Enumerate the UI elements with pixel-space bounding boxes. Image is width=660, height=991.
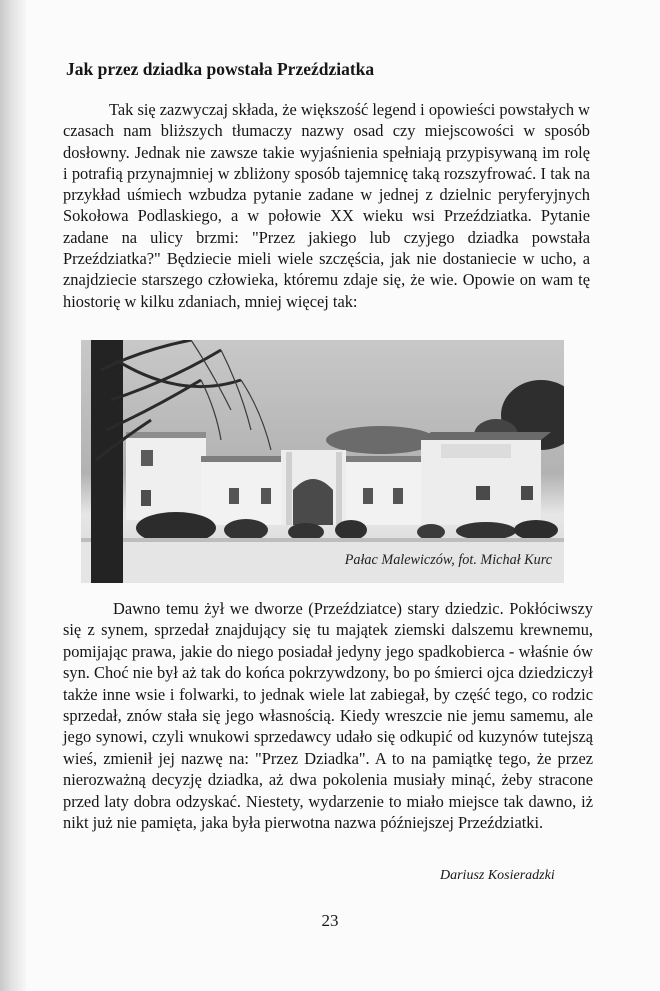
page-binding-shadow: [0, 0, 26, 991]
paragraph-story: Dawno temu żył we dworze (Przeździatce) stary dziedzic. Pokłóciwszy się z synem, sprzedał znajdujący się tu majątek ziemski dalszemu krewnemu, pomijając prawa, jakie do niego posiadał jedyny jego spadkobierca - właśnie ów syn. Choć nie był aż tak do końca pokrzywdzony, bo po śmierci ojca dziedziczył także inne wsie i folwarki, to jednak wiele lat zabiegał, by część tego, co rodzic sprzedał, znów stała się jego własnością. Kiedy wreszcie nie jemu samemu, ale jego synowi, czyli wnukowi sprzedawcy udało się odkupić od kuzynów tutejszą wieś, zmienił jej nazwę na: "Przez Dziadka". A to na pamiątkę tego, że przez nierozważną decyzję dziadka, aż dwa pokolenia musiały minąć, żeby stracone przed laty dobra odzyskać. Niestety, wydarzenie to miało miejsce tak dawno, iż nikt już nie pamięta, jaka była pierwotna nazwa późniejszej Przeździatki.: [63, 599, 593, 833]
paragraph-intro: Tak się zazwyczaj składa, że większość legend i opowieści powstałych w czasach nam bliższych tłumaczy nazwy osad czy miejscowości w sposób dosłowny. Jednak nie zawsze takie wyjaśnienia spełniają przypisywaną im rolę i potrafią przynajmniej w zbliżony sposób tajemnicę taką rozszyfrować. I tak na przykład uśmiech wzbudza pytanie zadane w jednej z dzielnic peryferyjnych Sokołowa Podlaskiego, a w połowie XX wieku wsi Przeździatka. Pytanie zadane na ulicy brzmi: "Przez jakiego lub czyjego dziadka powstała Przeździatka?" Będziecie mieli wiele szczęścia, jak nie dostaniecie w ucho, a znajdziecie starszego człowieka, któremu zdaje się, że wie. Opowie on wam tę hiostorię w kilku zdaniach, mniej więcej tak:: [63, 100, 590, 311]
palace-illustration: [81, 340, 564, 583]
page-number: 23: [321, 911, 339, 930]
palace-photo: [81, 340, 564, 583]
author-signature: Dariusz Kosieradzki: [440, 868, 555, 883]
article-title: Jak przez dziadka powstała Przeździatka: [66, 59, 375, 79]
photo-caption: Pałac Malewiczów, fot. Michał Kurc: [344, 552, 552, 568]
